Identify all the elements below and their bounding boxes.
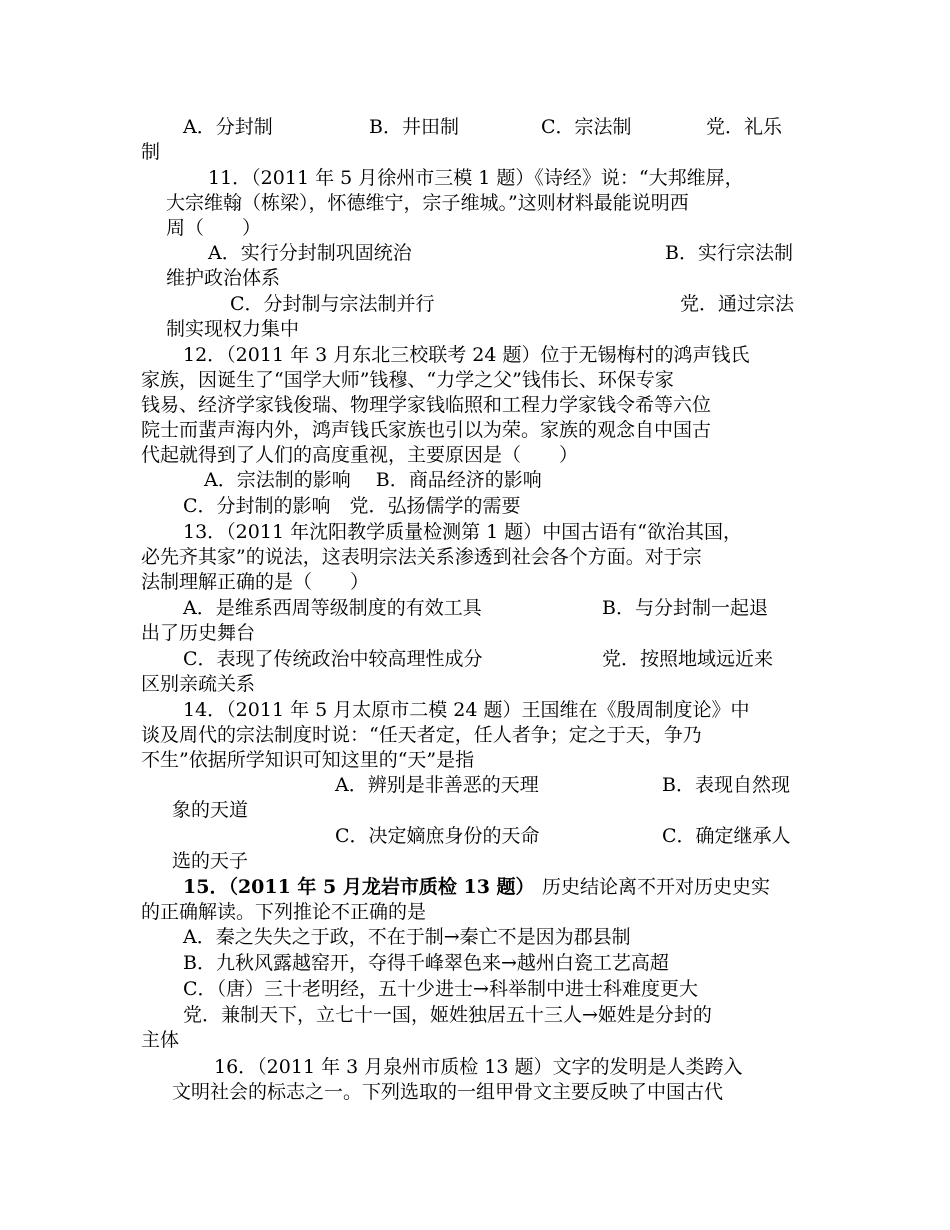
question-12-line-3: 钱易、经济学家钱俊瑞、物理学家钱临照和工程力学家钱令希等六位: [141, 394, 712, 416]
q14-option-b: B．表现自然现: [662, 774, 790, 796]
question-11-line-3: 周（ ）: [166, 217, 262, 239]
q14-option-d-continued: 选的天子: [172, 850, 249, 872]
q12-options-cd: C．分封制的影响 党．弘扬儒学的需要: [183, 495, 521, 517]
q15-option-b: B．九秋风露越窑开，夺得千峰翠色来→越州白瓷工艺高超: [183, 952, 669, 974]
q15-option-a: A．秦之失失之于政，不在于制→秦亡不是因为郡县制: [183, 926, 631, 948]
q14-option-c: C．决定嫡庶身份的天命: [335, 825, 540, 847]
question-13-line-1: 13．（2011 年沈阳教学质量检测第 1 题）中国古语有“欲治其国，: [183, 521, 742, 543]
q14-option-b-continued: 象的天道: [172, 799, 249, 821]
q12-options-ab: A．宗法制的影响 B．商品经济的影响: [204, 469, 542, 491]
q13-option-c: C．表现了传统政治中较高理性成分: [183, 648, 483, 670]
question-16-line-1: 16．（2011 年 3 月泉州市质检 13 题）文字的发明是人类跨入: [214, 1056, 743, 1078]
q11-option-d-continued: 制实现权力集中: [166, 318, 300, 340]
q13-option-d-continued: 区别亲疏关系: [141, 673, 256, 695]
q13-option-b-continued: 出了历史舞台: [141, 622, 256, 644]
q11-option-d: 党．通过宗法: [680, 293, 795, 315]
q15-option-c: C．（唐）三十老明经，五十少进士→科举制中进士科难度更大: [183, 978, 698, 1000]
question-12-line-2: 家族，因诞生了“国学大师”钱穆、“力学之父”钱伟长、环保专家: [141, 369, 674, 391]
option-a: A．分封制: [183, 116, 273, 138]
question-12-line-4: 院士而蜚声海内外，鸿声钱氏家族也引以为荣。家族的观念自中国古: [141, 419, 712, 441]
option-d: 党．礼乐: [706, 116, 783, 138]
q14-option-a: A．辨别是非善恶的天理: [335, 774, 539, 796]
question-13-line-2: 必先齐其家”的说法，这表明宗法关系渗透到社会各个方面。对于宗: [141, 546, 702, 568]
question-15-line-1: 历史结论离不开对历史史实: [542, 876, 771, 898]
question-12-line-1: 12．（2011 年 3 月东北三校联考 24 题）位于无锡梅村的鸿声钱氏: [183, 344, 750, 366]
question-14-line-3: 不生”依据所学知识可知这里的“天”是指: [141, 749, 475, 771]
option-c: C．宗法制: [541, 116, 632, 138]
question-15-source: 15．（2011 年 5 月龙岩市质检 13 题）: [183, 876, 535, 898]
q11-option-a: A．实行分封制巩固统治: [208, 242, 412, 264]
q13-option-a: A．是维系西周等级制度的有效工具: [183, 597, 482, 619]
question-14-line-1: 14．（2011 年 5 月太原市二模 24 题）王国维在《殷周制度论》中: [183, 699, 750, 721]
q13-option-b: B．与分封制一起退: [602, 597, 768, 619]
question-16-line-2: 文明社会的标志之一。下列选取的一组甲骨文主要反映了中国古代: [172, 1081, 724, 1103]
question-14-line-2: 谈及周代的宗法制度时说：“任天者定，任人者争；定之于天，争乃: [141, 724, 702, 746]
q11-option-b-continued: 维护政治体系: [166, 267, 281, 289]
question-13-line-3: 法制理解正确的是（ ）: [141, 571, 370, 593]
question-11-line-2: 大宗维翰（栋梁），怀德维宁，宗子维城。”这则材料最能说明西: [166, 192, 689, 214]
question-12-line-5: 代起就得到了人们的高度重视，主要原因是（ ）: [141, 444, 579, 466]
q13-option-d: 党．按照地域远近来: [602, 648, 774, 670]
question-15-line-2: 的正确解读。下列推论不正确的是: [141, 901, 427, 923]
option-d-continued: 制: [141, 141, 161, 163]
q11-option-c: C．分封制与宗法制并行: [230, 293, 435, 315]
question-11-line-1: 11．（2011 年 5 月徐州市三模 1 题）《诗经》说：“大邦维屏，: [208, 167, 744, 189]
q15-option-d: 党．兼制天下，立七十一国，姬姓独居五十三人→姬姓是分封的: [183, 1004, 712, 1026]
q11-option-b: B．实行宗法制: [665, 242, 793, 264]
q14-option-d: C．确定继承人: [662, 825, 791, 847]
q15-option-d-continued: 主体: [141, 1029, 180, 1051]
option-b: B．井田制: [369, 116, 459, 138]
